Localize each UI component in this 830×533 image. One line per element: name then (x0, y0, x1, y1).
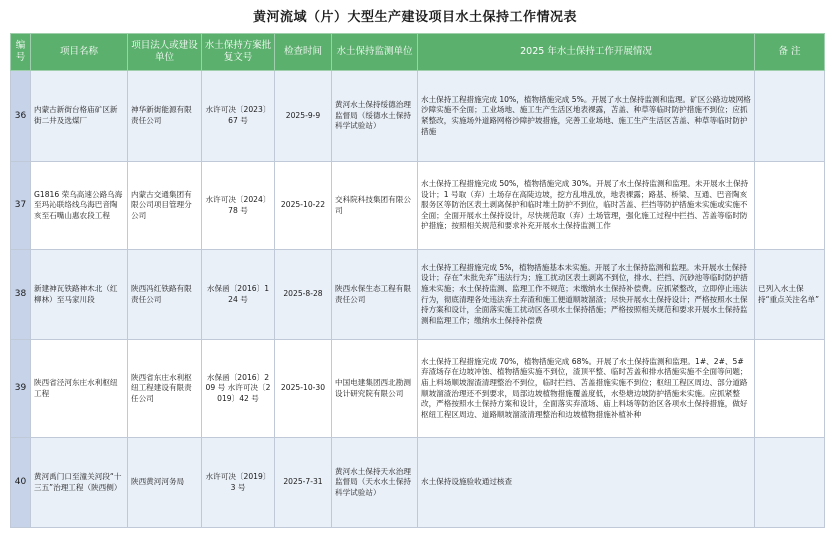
approval-number: 水保函〔2016〕124 号 (202, 250, 275, 340)
approval-number: 水保函〔2016〕209 号 水许可决〔2019〕42 号 (202, 340, 275, 438)
project-name: 内蒙古新街台格庙矿区新街二井及选煤厂 (31, 71, 128, 162)
table-row (11, 71, 825, 162)
approval-number: 水许可决〔2019〕3 号 (202, 438, 275, 528)
check-date: 2025-9-9 (275, 71, 332, 162)
header-owner: 项目法人或建设单位 (128, 34, 202, 71)
row-number: 36 (11, 71, 31, 162)
progress-text: 水土保持工程措施完成 50%，植物措施完成 30%。开展了水土保持监测和监理。未开展水土保持设计；1 号取（弃）土场存在高陡边坡，挖方乱堆乱放，地表裸露；路基、桥梁、互通、巴音陶亥服务区等防治区表土剥离保护和临时堆土防护不到位，临时苫盖、拦挡等防护措施未实施或实施不全面；全面开展水土保持设计，尽快规范取（弃）土场管理，强化施工过程中拦挡、苫盖等临时防护措施；按照相关规范和要求补充开展水土保持监测工作 (418, 162, 755, 250)
check-date: 2025-10-30 (275, 340, 332, 438)
project-owner: 陕西冯红铁路有限责任公司 (128, 250, 202, 340)
project-owner: 陕西省东庄水利枢纽工程建设有限责任公司 (128, 340, 202, 438)
page-title: 黄河流域（片）大型生产建设项目水土保持工作情况表 (252, 10, 577, 25)
header-check-date: 检查时间 (275, 34, 332, 71)
header-monitor-unit: 水土保持监测单位 (332, 34, 418, 71)
project-name: 陕西省泾河东庄水利枢纽工程 (31, 340, 128, 438)
table-header-row (11, 34, 825, 71)
progress-text: 水土保持工程措施完成 5%，植物措施基本未实施。开展了水土保持监测和监理。未开展水土保持设计；存在“未批先弃”违法行为；施工扰动区表土剥离不到位，排水、拦挡、沉砂池等临时防护措施未实施；水土保持监测、监理工作不规范；未缴纳水土保持补偿费。应抓紧整改，立即停止违法行为，彻底清理各处违法弃土弃渣和施工便道顺坡溜渣；尽快开展水土保持设计；严格按照水土保持方案和设计，全面落实施工扰动区各项水土保持措施；严格按照相关规范和要求开展水土保持监测和监理工作；缴纳水土保持补偿费 (418, 250, 755, 340)
row-number: 39 (11, 340, 31, 438)
project-name: 新建神瓦铁路神木北（红柳林）至马家川段 (31, 250, 128, 340)
check-date: 2025-8-28 (275, 250, 332, 340)
monitor-unit: 中国电建集团西北勘测设计研究院有限公司 (332, 340, 418, 438)
header-project-name: 项目名称 (31, 34, 128, 71)
check-date: 2025-7-31 (275, 438, 332, 528)
project-owner: 陕西黄河河务局 (128, 438, 202, 528)
progress-text: 水土保持工程措施完成 10%，植物措施完成 5%。开展了水土保持监测和监理。矿区公路边坡网格沙障实施不全面；工业场地、施工生产生活区地表裸露，苫盖、种草等临时防护措施不到位；应抓紧整改，实施场外道路网格沙障护坡措施，完善工业场地、施工生产生活区苫盖、种草等临时防护措施 (418, 71, 755, 162)
remark (755, 438, 825, 528)
table-row (11, 438, 825, 528)
table-row (11, 250, 825, 340)
project-owner: 内蒙古交通集团有限公司项目管理分公司 (128, 162, 202, 250)
remark (755, 162, 825, 250)
approval-number: 水许可决〔2024〕78 号 (202, 162, 275, 250)
monitor-unit: 交科院科技集团有限公司 (332, 162, 418, 250)
remark (755, 71, 825, 162)
projects-table (10, 33, 825, 528)
monitor-unit: 陕西水保生态工程有限责任公司 (332, 250, 418, 340)
header-progress: 2025 年水土保持工作开展情况 (418, 34, 755, 71)
row-number: 38 (11, 250, 31, 340)
approval-number: 水许可决〔2023〕67 号 (202, 71, 275, 162)
remark (755, 340, 825, 438)
table-row (11, 162, 825, 250)
progress-text: 水土保持设施验收通过核查 (418, 438, 755, 528)
table-row (11, 340, 825, 438)
project-name: G1816 荣乌高速公路乌海至玛沁联络线乌海巴音陶亥至石嘴山惠农段工程 (31, 162, 128, 250)
monitor-unit: 黄河水土保持天水治理监督局（天水水土保持科学试验站） (332, 438, 418, 528)
monitor-unit: 黄河水土保持绥德治理监督局（绥德水土保持科学试验站） (332, 71, 418, 162)
header-no: 编号 (11, 34, 31, 71)
check-date: 2025-10-22 (275, 162, 332, 250)
project-owner: 神华新街能源有限责任公司 (128, 71, 202, 162)
project-name: 黄河禹门口至潼关河段“十三五”治理工程（陕西侧） (31, 438, 128, 528)
remark: 已列入水土保持“重点关注名单” (755, 250, 825, 340)
progress-text: 水土保持工程措施完成 70%，植物措施完成 68%。开展了水土保持监测和监理。1#、2#、5# 弃渣场存在边坡冲蚀、植物措施实施不到位，渣顶平整、临时苫盖和排水措施实施不全面等问题；庙上料场顺坡溜渣清理整治不到位，临时拦挡、苫盖措施实施不到位；枢纽工程区周边、部分道路顺坡溜渣治理还不到要求，局部边坡植物措施覆盖度低，水垫塘边坡防护措施未实施。应抓紧整改，严格按照水土保持方案和设计，全面落实弃渣场、庙上料场等防治区各项水土保持措施，做好枢纽工程区周边、道路顺坡溜渣清理整治和边坡植物措施补植补种 (418, 340, 755, 438)
row-number: 40 (11, 438, 31, 528)
header-remark: 备 注 (755, 34, 825, 71)
header-approval: 水土保持方案批复文号 (202, 34, 275, 71)
row-number: 37 (11, 162, 31, 250)
